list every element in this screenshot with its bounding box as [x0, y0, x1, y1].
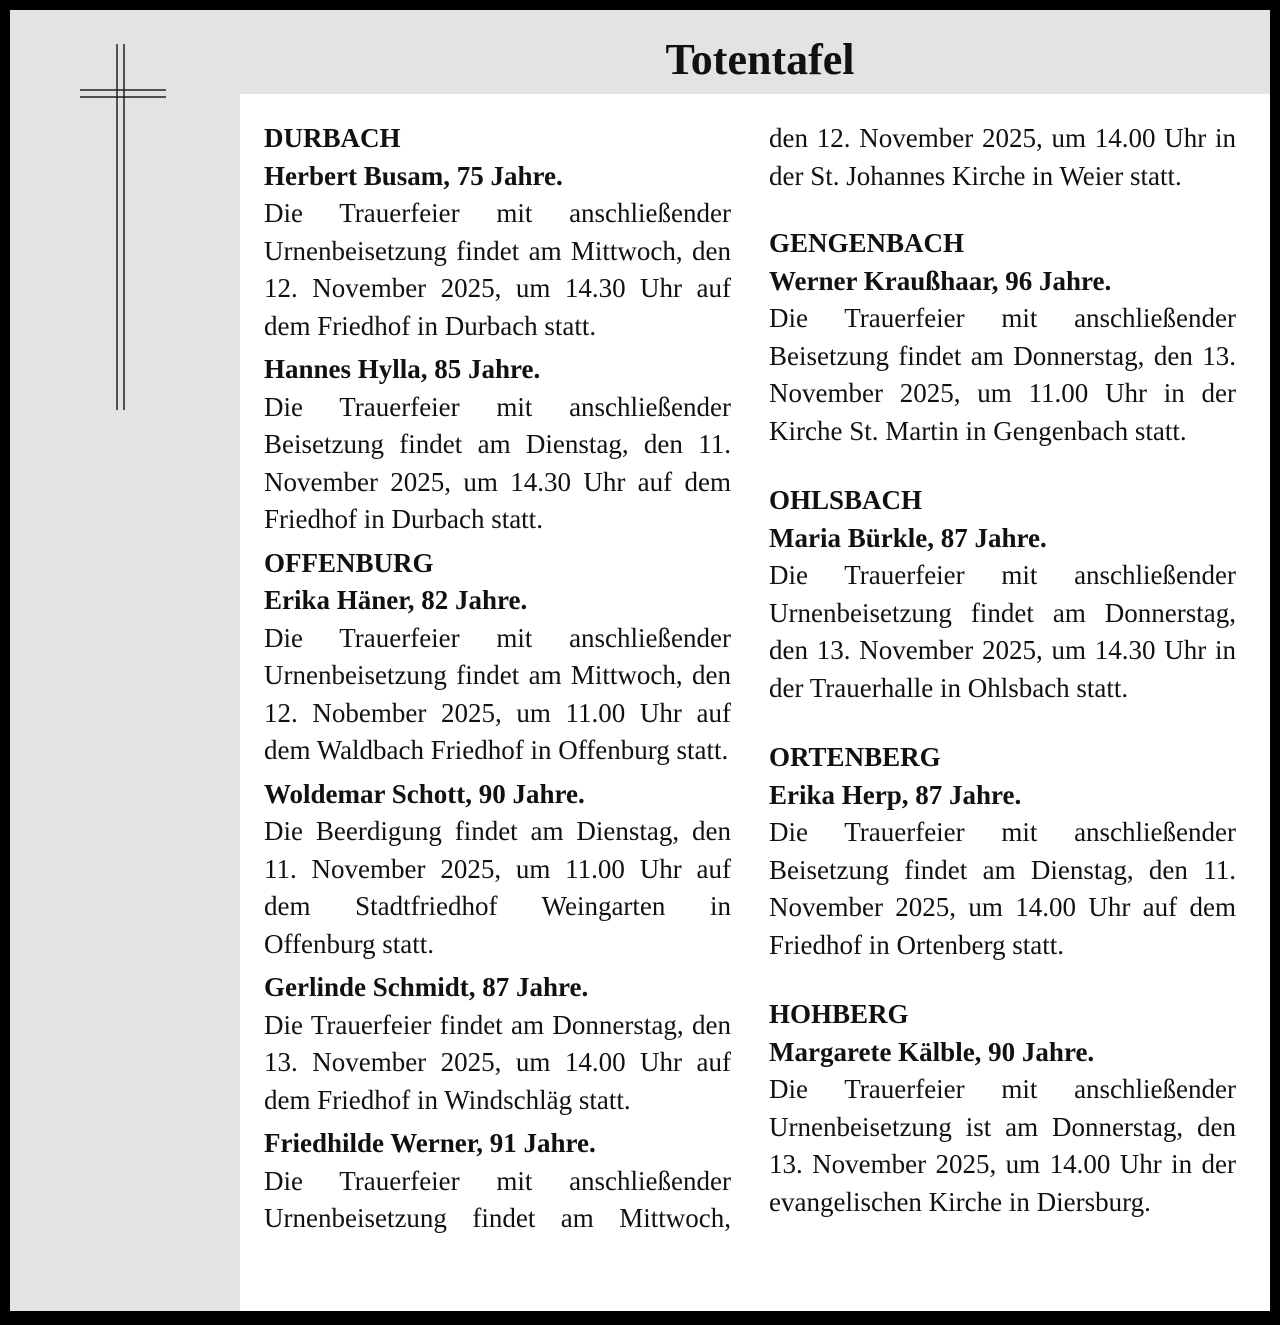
page-background	[10, 10, 1270, 1311]
deceased-name: Maria Bürkle, 87 Jahre.	[769, 522, 1047, 553]
location-heading: DURBACH	[264, 123, 401, 153]
location-heading: OFFENBURG	[264, 547, 434, 578]
obituary-entry	[264, 1125, 731, 1238]
service-text: Die Trauerfeier mit anschließender Urnenbeisetzung ist am Donnerstag, den 13. November 2025, um 14.00 Uhr in der evangelischen Kirche in Diersburg.	[769, 1074, 1236, 1217]
deceased-name: Hannes Hylla, 85 Jahre.	[264, 354, 541, 384]
cross-icon	[10, 10, 210, 430]
service-text: Die Beerdigung findet am Dienstag, den 11. November 2025, um 11.00 Uhr auf dem Stadtfriedhof Weingarten in Offenburg statt.	[264, 816, 731, 959]
deceased-name: Erika Herp, 87 Jahre.	[769, 779, 1022, 810]
service-text: Die Trauerfeier mit anschließender Urnenbeisetzung findet am Mittwoch, den 12. Nobember 2025, um 11.00 Uhr auf dem Waldbach Friedhof in Offenburg statt.	[264, 622, 731, 765]
obituary-entry	[264, 351, 731, 539]
obituary-entry	[769, 1034, 1236, 1222]
service-text: Die Trauerfeier mit anschließender Urnenbeisetzung findet am Mittwoch,	[264, 1165, 731, 1233]
obituary-content	[240, 94, 1270, 1311]
right-column	[769, 120, 1236, 1221]
obituary-entry	[264, 582, 731, 770]
left-column	[264, 120, 731, 1238]
page-title: Totentafel	[665, 35, 855, 84]
obituary-entry	[264, 969, 731, 1119]
obituary-entry	[769, 520, 1236, 708]
location-group	[769, 482, 1236, 707]
service-text: Die Trauerfeier findet am Donnerstag, den 13. November 2025, um 14.00 Uhr auf dem Friedhof in Windschläg statt.	[264, 1009, 731, 1115]
location-group	[769, 225, 1236, 450]
continued-text: den 12. November 2025, um 14.00 Uhr in der St. Johannes Kirche in Weier statt.	[769, 123, 1236, 191]
location-heading: HOHBERG	[769, 999, 909, 1029]
obituary-entry	[769, 263, 1236, 451]
deceased-name: Erika Häner, 82 Jahre.	[264, 585, 528, 615]
location-group	[769, 739, 1236, 964]
service-text: Die Trauerfeier mit anschließender Beisetzung findet am Dienstag, den 11. November 2025, um 14.00 Uhr auf dem Friedhof in Ortenberg statt.	[769, 817, 1236, 960]
service-text: Die Trauerfeier mit anschließender Beisetzung findet am Donnerstag, den 13. November 2025, um 11.00 Uhr in der Kirche St. Martin in Gengenbach statt.	[769, 303, 1236, 446]
obituary-entry	[769, 777, 1236, 965]
service-text: Die Trauerfeier mit anschließender Urnenbeisetzung findet am Donnerstag, den 13. November 2025, um 14.30 Uhr in der Trauerhalle in Ohlsbach statt.	[769, 560, 1236, 703]
deceased-name: Werner Kraußhaar, 96 Jahre.	[769, 265, 1112, 296]
location-group	[769, 996, 1236, 1221]
service-text: Die Trauerfeier mit anschließender Urnenbeisetzung findet am Mittwoch, den 12. November 2025, um 14.30 Uhr auf dem Friedhof in Durbach statt.	[264, 198, 731, 341]
service-text: Die Trauerfeier mit anschließender Beisetzung findet am Dienstag, den 11. November 2025, um 14.30 Uhr auf dem Friedhof in Durbach statt.	[264, 391, 731, 534]
obituary-entry	[264, 158, 731, 346]
location-heading: ORTENBERG	[769, 742, 941, 772]
location-heading: GENGENBACH	[769, 228, 965, 258]
deceased-name: Herbert Busam, 75 Jahre.	[264, 160, 563, 191]
obituary-entry	[264, 776, 731, 964]
location-group	[264, 120, 731, 539]
deceased-name: Gerlinde Schmidt, 87 Jahre.	[264, 972, 589, 1002]
location-group	[264, 545, 731, 1238]
deceased-name: Woldemar Schott, 90 Jahre.	[264, 778, 585, 809]
location-heading: OHLSBACH	[769, 485, 923, 515]
deceased-name: Margarete Kälble, 90 Jahre.	[769, 1036, 1095, 1067]
deceased-name: Friedhilde Werner, 91 Jahre.	[264, 1128, 596, 1158]
